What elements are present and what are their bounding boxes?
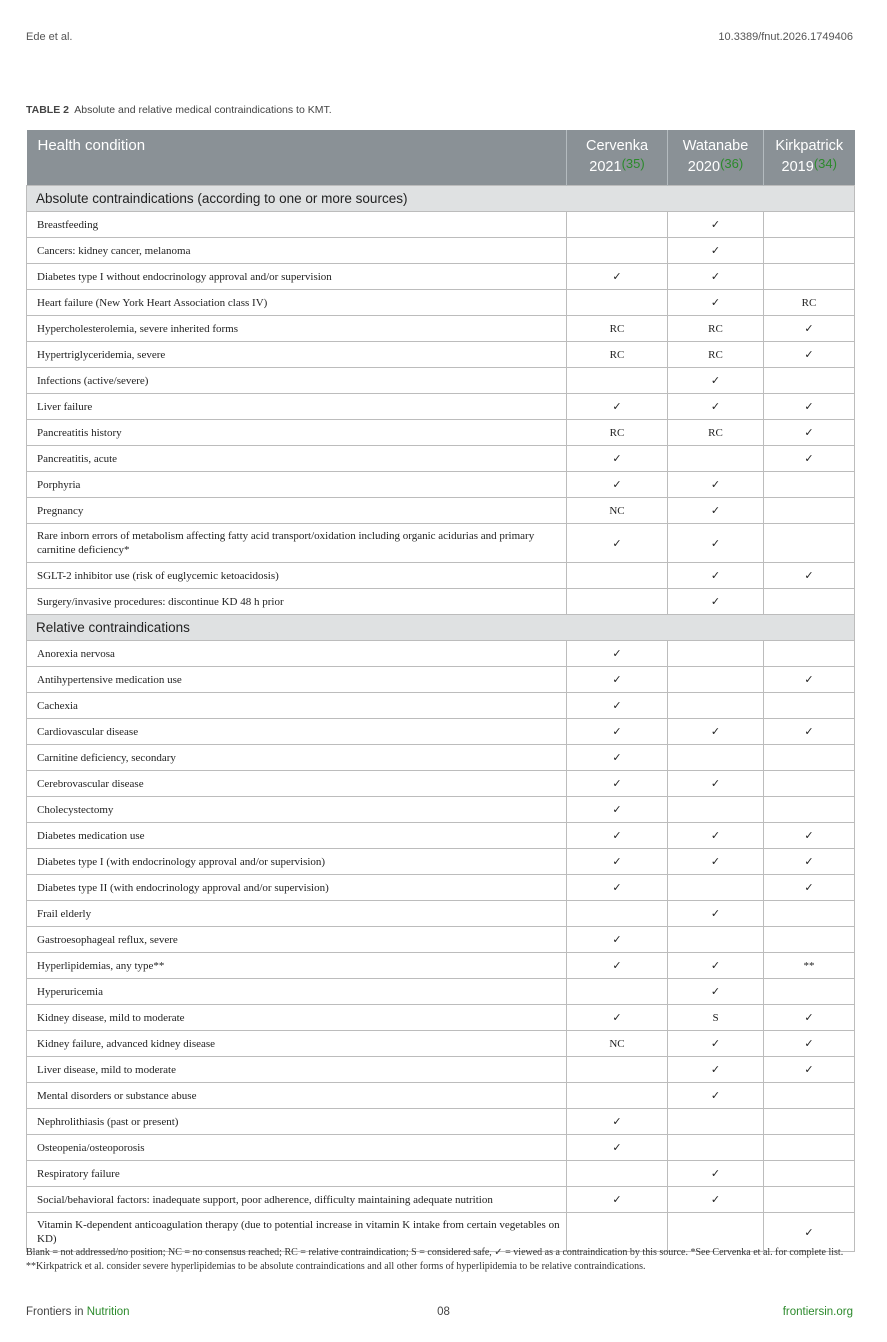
- value-cell: ✓: [764, 446, 855, 472]
- value-cell: [668, 927, 764, 953]
- table-row: [27, 1135, 855, 1161]
- value-cell: ✓: [668, 953, 764, 979]
- condition-cell: Kidney failure, advanced kidney disease: [27, 1031, 567, 1057]
- condition-cell: Pregnancy: [27, 498, 567, 524]
- table-row: [27, 667, 855, 693]
- table-row: [27, 927, 855, 953]
- condition-cell: Respiratory failure: [27, 1161, 567, 1187]
- table-row: [27, 420, 855, 446]
- table-footnote: Blank = not addressed/no position; NC = no consensus reached; RC = relative contraindication; S = considered safe, ✓ = viewed as a contraindication by this source. *See Cervenka et al. for complete list. **Kirkpatrick et al. consider severe hyperlipidemias to be absolute contraindications and all other forms of hyperlipidemia to be relative contraindications.: [26, 1247, 844, 1272]
- condition-cell: Cachexia: [27, 693, 567, 719]
- value-cell: [764, 901, 855, 927]
- value-cell: ✓: [764, 823, 855, 849]
- table-row: [27, 394, 855, 420]
- value-cell: ✓: [668, 368, 764, 394]
- table-label: TABLE 2: [26, 104, 69, 116]
- source-ref-link[interactable]: (35): [621, 156, 645, 171]
- value-cell: [668, 667, 764, 693]
- value-cell: [567, 563, 668, 589]
- value-cell: [764, 1187, 855, 1213]
- condition-cell: Cancers: kidney cancer, melanoma: [27, 238, 567, 264]
- condition-cell: Diabetes type I (with endocrinology approval and/or supervision): [27, 849, 567, 875]
- value-cell: [567, 290, 668, 316]
- value-cell: ✓: [567, 1109, 668, 1135]
- value-cell: [764, 1083, 855, 1109]
- value-cell: [764, 264, 855, 290]
- value-cell: [668, 1135, 764, 1161]
- footer-journal-prefix: Frontiers in: [26, 1306, 84, 1318]
- condition-cell: Hypertriglyceridemia, severe: [27, 342, 567, 368]
- condition-cell: Cardiovascular disease: [27, 719, 567, 745]
- table-row: [27, 771, 855, 797]
- value-cell: [567, 238, 668, 264]
- condition-cell: Liver failure: [27, 394, 567, 420]
- value-cell: ✓: [567, 875, 668, 901]
- condition-cell: SGLT-2 inhibitor use (risk of euglycemic ketoacidosis): [27, 563, 567, 589]
- value-cell: ✓: [567, 264, 668, 290]
- value-cell: [764, 693, 855, 719]
- condition-cell: Infections (active/severe): [27, 368, 567, 394]
- value-cell: RC: [567, 342, 668, 368]
- value-cell: ✓: [567, 472, 668, 498]
- table-row: [27, 368, 855, 394]
- section-header-row: [27, 615, 855, 641]
- value-cell: [764, 212, 855, 238]
- condition-cell: Kidney disease, mild to moderate: [27, 1005, 567, 1031]
- value-cell: ✓: [567, 1005, 668, 1031]
- condition-cell: Osteopenia/osteoporosis: [27, 1135, 567, 1161]
- table-row: [27, 1083, 855, 1109]
- value-cell: [764, 589, 855, 615]
- table-row: [27, 1161, 855, 1187]
- value-cell: ✓: [764, 1057, 855, 1083]
- value-cell: RC: [668, 420, 764, 446]
- value-cell: [764, 498, 855, 524]
- condition-cell: Pancreatitis, acute: [27, 446, 567, 472]
- footer-site-link[interactable]: frontiersin.org: [782, 1306, 853, 1318]
- footer-journal-name[interactable]: Nutrition: [86, 1306, 130, 1318]
- running-head-authors: Ede et al.: [26, 31, 73, 43]
- value-cell: RC: [567, 420, 668, 446]
- value-cell: [764, 797, 855, 823]
- table-caption: [26, 104, 332, 116]
- table-row: [27, 498, 855, 524]
- table-row: [27, 953, 855, 979]
- section-title: Relative contraindications: [27, 615, 855, 641]
- condition-cell: Carnitine deficiency, secondary: [27, 745, 567, 771]
- value-cell: ✓: [668, 498, 764, 524]
- value-cell: [567, 1083, 668, 1109]
- value-cell: ✓: [668, 524, 764, 563]
- value-cell: ✓: [668, 290, 764, 316]
- value-cell: [668, 875, 764, 901]
- table-row: [27, 342, 855, 368]
- condition-cell: Vitamin K-dependent anticoagulation therapy (due to potential increase in vitamin K intake from certain vegetables on KD): [27, 1213, 567, 1252]
- value-cell: [764, 472, 855, 498]
- table-row: [27, 238, 855, 264]
- value-cell: ✓: [764, 342, 855, 368]
- value-cell: ✓: [764, 667, 855, 693]
- table-row: [27, 1109, 855, 1135]
- table-row: [27, 823, 855, 849]
- condition-cell: Social/behavioral factors: inadequate support, poor adherence, difficulty maintaining adequate nutrition: [27, 1187, 567, 1213]
- value-cell: ✓: [567, 719, 668, 745]
- condition-cell: Cholecystectomy: [27, 797, 567, 823]
- header-source-kirkpatrick: [764, 130, 855, 186]
- source-name: Watanabe: [682, 138, 749, 154]
- value-cell: [668, 797, 764, 823]
- value-cell: [764, 1135, 855, 1161]
- header-source-watanabe: [668, 130, 764, 186]
- value-cell: ✓: [764, 1005, 855, 1031]
- table-row: [27, 1187, 855, 1213]
- value-cell: [668, 446, 764, 472]
- condition-cell: Mental disorders or substance abuse: [27, 1083, 567, 1109]
- condition-cell: Anorexia nervosa: [27, 641, 567, 667]
- value-cell: ✓: [668, 589, 764, 615]
- table-row: [27, 524, 855, 563]
- header-source-cervenka: [567, 130, 668, 186]
- table-row: [27, 563, 855, 589]
- value-cell: ✓: [567, 849, 668, 875]
- value-cell: ✓: [567, 394, 668, 420]
- condition-cell: Heart failure (New York Heart Association class IV): [27, 290, 567, 316]
- value-cell: RC: [668, 342, 764, 368]
- value-cell: ✓: [764, 316, 855, 342]
- condition-cell: Diabetes medication use: [27, 823, 567, 849]
- contraindications-table: [26, 130, 855, 1252]
- value-cell: ✓: [567, 693, 668, 719]
- value-cell: ✓: [668, 719, 764, 745]
- table-row: [27, 849, 855, 875]
- condition-cell: Cerebrovascular disease: [27, 771, 567, 797]
- condition-cell: Diabetes type I without endocrinology approval and/or supervision: [27, 264, 567, 290]
- value-cell: ✓: [764, 394, 855, 420]
- table-row: [27, 875, 855, 901]
- condition-cell: Gastroesophageal reflux, severe: [27, 927, 567, 953]
- value-cell: ✓: [668, 238, 764, 264]
- table-body: [27, 186, 855, 1252]
- value-cell: ✓: [668, 264, 764, 290]
- value-cell: ✓: [764, 719, 855, 745]
- value-cell: NC: [567, 498, 668, 524]
- source-ref-link[interactable]: (34): [813, 156, 837, 171]
- value-cell: ✓: [764, 420, 855, 446]
- table-row: [27, 446, 855, 472]
- value-cell: ✓: [668, 979, 764, 1005]
- value-cell: ✓: [764, 849, 855, 875]
- value-cell: ✓: [567, 823, 668, 849]
- table-row: [27, 719, 855, 745]
- table-row: [27, 1031, 855, 1057]
- condition-cell: Frail elderly: [27, 901, 567, 927]
- source-ref-link[interactable]: (36): [720, 156, 744, 171]
- value-cell: ✓: [668, 1031, 764, 1057]
- value-cell: [764, 1161, 855, 1187]
- condition-cell: Diabetes type II (with endocrinology approval and/or supervision): [27, 875, 567, 901]
- value-cell: [668, 1109, 764, 1135]
- value-cell: ✓: [764, 563, 855, 589]
- value-cell: [764, 524, 855, 563]
- value-cell: [764, 641, 855, 667]
- value-cell: ✓: [567, 667, 668, 693]
- value-cell: [764, 745, 855, 771]
- table-row: [27, 589, 855, 615]
- value-cell: **: [764, 953, 855, 979]
- source-year: 2019: [781, 159, 814, 175]
- condition-cell: Liver disease, mild to moderate: [27, 1057, 567, 1083]
- value-cell: [567, 1057, 668, 1083]
- condition-cell: Porphyria: [27, 472, 567, 498]
- value-cell: S: [668, 1005, 764, 1031]
- source-year: 2020: [687, 159, 721, 175]
- table-row: [27, 745, 855, 771]
- value-cell: ✓: [668, 823, 764, 849]
- table-row: [27, 797, 855, 823]
- header-health-condition: Health condition: [27, 130, 567, 186]
- table-row: [27, 901, 855, 927]
- value-cell: [764, 238, 855, 264]
- value-cell: ✓: [567, 745, 668, 771]
- condition-cell: Hyperlipidemias, any type**: [27, 953, 567, 979]
- value-cell: [567, 901, 668, 927]
- table-row: [27, 1057, 855, 1083]
- value-cell: [668, 641, 764, 667]
- value-cell: [668, 745, 764, 771]
- source-year: 2021: [589, 159, 622, 175]
- condition-cell: Pancreatitis history: [27, 420, 567, 446]
- table-row: [27, 1005, 855, 1031]
- value-cell: ✓: [668, 901, 764, 927]
- value-cell: ✓: [668, 212, 764, 238]
- value-cell: [567, 1161, 668, 1187]
- value-cell: [567, 368, 668, 394]
- value-cell: [567, 212, 668, 238]
- value-cell: ✓: [567, 1135, 668, 1161]
- value-cell: ✓: [668, 1057, 764, 1083]
- table-row: [27, 316, 855, 342]
- table-row: [27, 290, 855, 316]
- running-head-doi: 10.3389/fnut.2026.1749406: [718, 31, 853, 43]
- value-cell: ✓: [567, 797, 668, 823]
- value-cell: [764, 979, 855, 1005]
- value-cell: ✓: [764, 1213, 855, 1252]
- condition-cell: Breastfeeding: [27, 212, 567, 238]
- section-title: Absolute contraindications (according to one or more sources): [27, 186, 855, 212]
- value-cell: ✓: [668, 472, 764, 498]
- value-cell: ✓: [668, 1187, 764, 1213]
- table-row: [27, 472, 855, 498]
- value-cell: ✓: [764, 875, 855, 901]
- value-cell: ✓: [668, 1161, 764, 1187]
- table-row: [27, 264, 855, 290]
- table-row: [27, 641, 855, 667]
- value-cell: NC: [567, 1031, 668, 1057]
- page-number: 08: [437, 1306, 450, 1318]
- condition-cell: Nephrolithiasis (past or present): [27, 1109, 567, 1135]
- table-row: [27, 212, 855, 238]
- condition-cell: Antihypertensive medication use: [27, 667, 567, 693]
- condition-cell: Hypercholesterolemia, severe inherited forms: [27, 316, 567, 342]
- source-name: Cervenka: [585, 138, 649, 154]
- section-header-row: [27, 186, 855, 212]
- value-cell: ✓: [567, 446, 668, 472]
- value-cell: ✓: [567, 927, 668, 953]
- value-cell: ✓: [567, 771, 668, 797]
- condition-cell: Surgery/invasive procedures: discontinue KD 48 h prior: [27, 589, 567, 615]
- value-cell: RC: [764, 290, 855, 316]
- value-cell: ✓: [668, 849, 764, 875]
- value-cell: [764, 1109, 855, 1135]
- table-title: Absolute and relative medical contraindications to KMT.: [74, 104, 332, 116]
- value-cell: [764, 368, 855, 394]
- value-cell: ✓: [567, 524, 668, 563]
- table-row: [27, 979, 855, 1005]
- value-cell: ✓: [668, 563, 764, 589]
- value-cell: [764, 927, 855, 953]
- value-cell: ✓: [567, 953, 668, 979]
- table-header: [27, 130, 855, 186]
- value-cell: ✓: [668, 1083, 764, 1109]
- value-cell: RC: [567, 316, 668, 342]
- source-name: Kirkpatrick: [775, 138, 844, 154]
- value-cell: ✓: [668, 394, 764, 420]
- value-cell: [764, 771, 855, 797]
- value-cell: [567, 589, 668, 615]
- value-cell: ✓: [567, 641, 668, 667]
- value-cell: ✓: [567, 1187, 668, 1213]
- value-cell: ✓: [764, 1031, 855, 1057]
- value-cell: ✓: [668, 771, 764, 797]
- condition-cell: Hyperuricemia: [27, 979, 567, 1005]
- value-cell: RC: [668, 316, 764, 342]
- table-row: [27, 693, 855, 719]
- value-cell: [567, 979, 668, 1005]
- condition-cell: Rare inborn errors of metabolism affecting fatty acid transport/oxidation including organic acidurias and primary carnitine deficiency*: [27, 524, 567, 563]
- value-cell: [668, 693, 764, 719]
